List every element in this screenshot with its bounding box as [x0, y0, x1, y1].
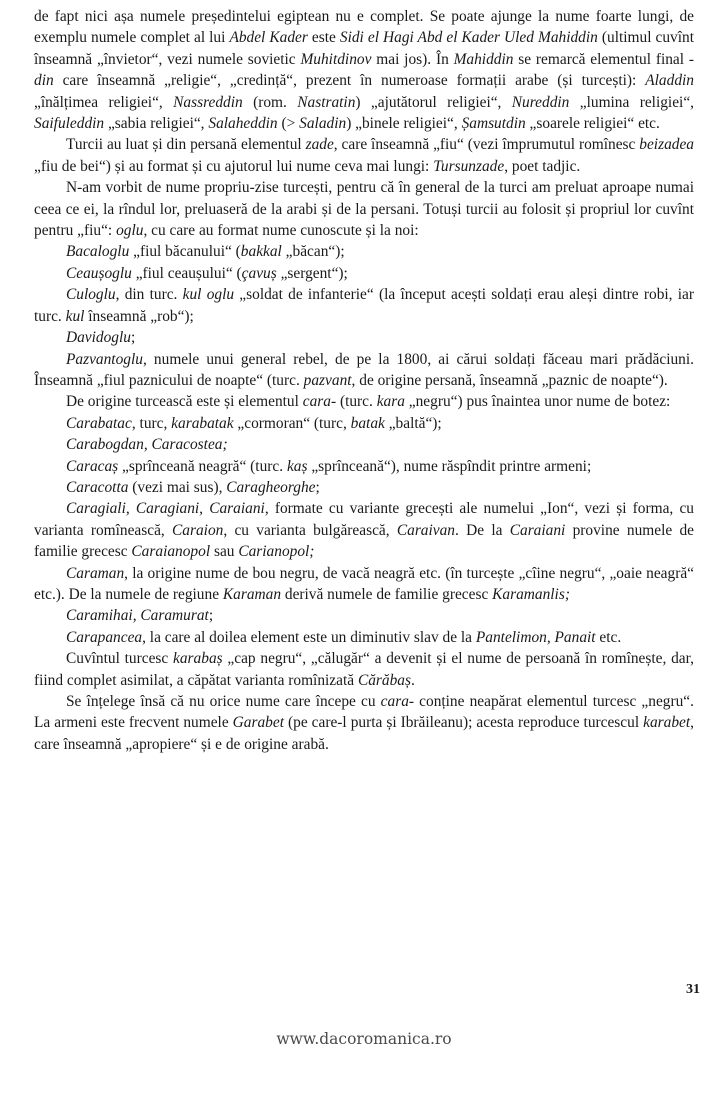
paragraph: Cuvîntul turcesc karabaș „cap negru“, „călugăr“ a devenit și el nume de persoană în romînește, dar, fiind complet asimilat, a căpătat varianta romînizată Cărăbaș. [34, 650, 694, 689]
page-number: 31 [686, 982, 700, 997]
document-body [34, 6, 694, 755]
list-item: Pazvantoglu, numele unui general rebel, de pe la 1800, ai cărui soldați făceau mari prădăciuni. Înseamnă „fiul paznicului de noapte“ (turc. pazvant, de origine persană, înseamnă „paznic de noapte“). [34, 350, 694, 389]
list-item: Bacaloglu „fiul băcanului“ (bakkal „băcan“); [66, 243, 345, 261]
watermark-url: www.dacoromanica.ro [276, 1030, 452, 1048]
paragraph: Se înțelege însă că nu orice nume care începe cu cara- conține neapărat elementul turcesc „negru“. La armeni este frecvent numele Garabet (pe care-l purta și Ibrăileanu); acesta reproduce turcescul karabet, care înseamnă „apropiere“ și e de origine arabă. [34, 693, 694, 753]
paragraph: De origine turcească este și elementul cara- (turc. kara „negru“) pus înaintea unor nume de botez: [66, 393, 671, 411]
list-item: Carabatac, turc, karabatak „cormoran“ (turc, batak „baltă“); [66, 414, 442, 432]
paragraph: N-am vorbit de nume propriu-zise turcești, pentru că în general de la turci am preluat aproape numai ceea ce ei, la rîndul lor, preluaseră de la arabi și de la persani. Totuși turcii au folosit și propriul lor cuvînt pentru „fiu“: oglu, cu care au format nume cunoscute și la noi: [34, 179, 694, 240]
list-item: Caracaș „sprînceană neagră“ (turc. kaș „sprînceană“), nume răspîndit printre armeni; [66, 457, 592, 475]
list-item: Culoglu, din turc. kul oglu „soldat de infanterie“ (la început acești soldați erau aleși dintre robi, iar turc. kul înseamnă „rob“); [34, 286, 694, 325]
list-item: Ceaușoglu „fiul ceaușului“ (çavuș „sergent“); [66, 264, 348, 282]
list-item: Davidoglu; [66, 329, 136, 347]
paragraph: de fapt nici așa numele președintelui egiptean nu e complet. Se poate ajunge la nume foarte lungi, de exemplu numele complet al lui Abdel Kader este Sidi el Hagi Abd el Kader Uled Mahiddin (ultimul cuvînt înseamnă „învietor“, vezi numele sovietic Muhitdinov mai jos). În Mahiddin se remarcă elementul final -din care înseamnă „religie“, „credință“, prezent în numeroase formații arabe (și turcești): Aladdin „înălțimea religiei“, Nassreddin (rom. Nastratin) „ajutătorul religiei“, Nureddin „lumina religiei“, Saifuleddin „sabia religiei“, Salaheddin (> Saladin) „binele religiei“, Șamsutdin „soarele religiei“ etc. [34, 8, 694, 133]
paragraph: Turcii au luat și din persană elementul zade, care înseamnă „fiu“ (vezi împrumutul romînesc beizadea „fiu de bei“) și au format și cu ajutorul lui nume ceva mai lungi: Tursunzade, poet tadjic. [34, 136, 694, 175]
list-item: Caraman, la origine nume de bou negru, de vacă neagră etc. (în turcește „cîine negru“, „oaie neagră“ etc.). De la numele de regiune Karaman derivă numele de familie grecesc Karamanlis; [34, 564, 694, 603]
list-item: Caramihai, Caramurat; [66, 607, 214, 625]
list-item: Carapancea, la care al doilea element este un diminutiv slav de la Pantelimon, Panait etc. [66, 628, 622, 646]
list-item: Caracotta (vezi mai sus), Caragheorghe; [66, 478, 320, 496]
list-item: Carabogdan, Caracostea; [66, 436, 228, 454]
list-item: Caragiali, Caragiani, Caraiani, formate cu variante grecești ale numelui „Ion“, vezi și forma, cu varianta romînească, Caraion, cu varianta bulgărească, Caraivan. De la Caraiani provine numele de familie grecesc Caraianopol sau Carianopol; [34, 500, 694, 561]
